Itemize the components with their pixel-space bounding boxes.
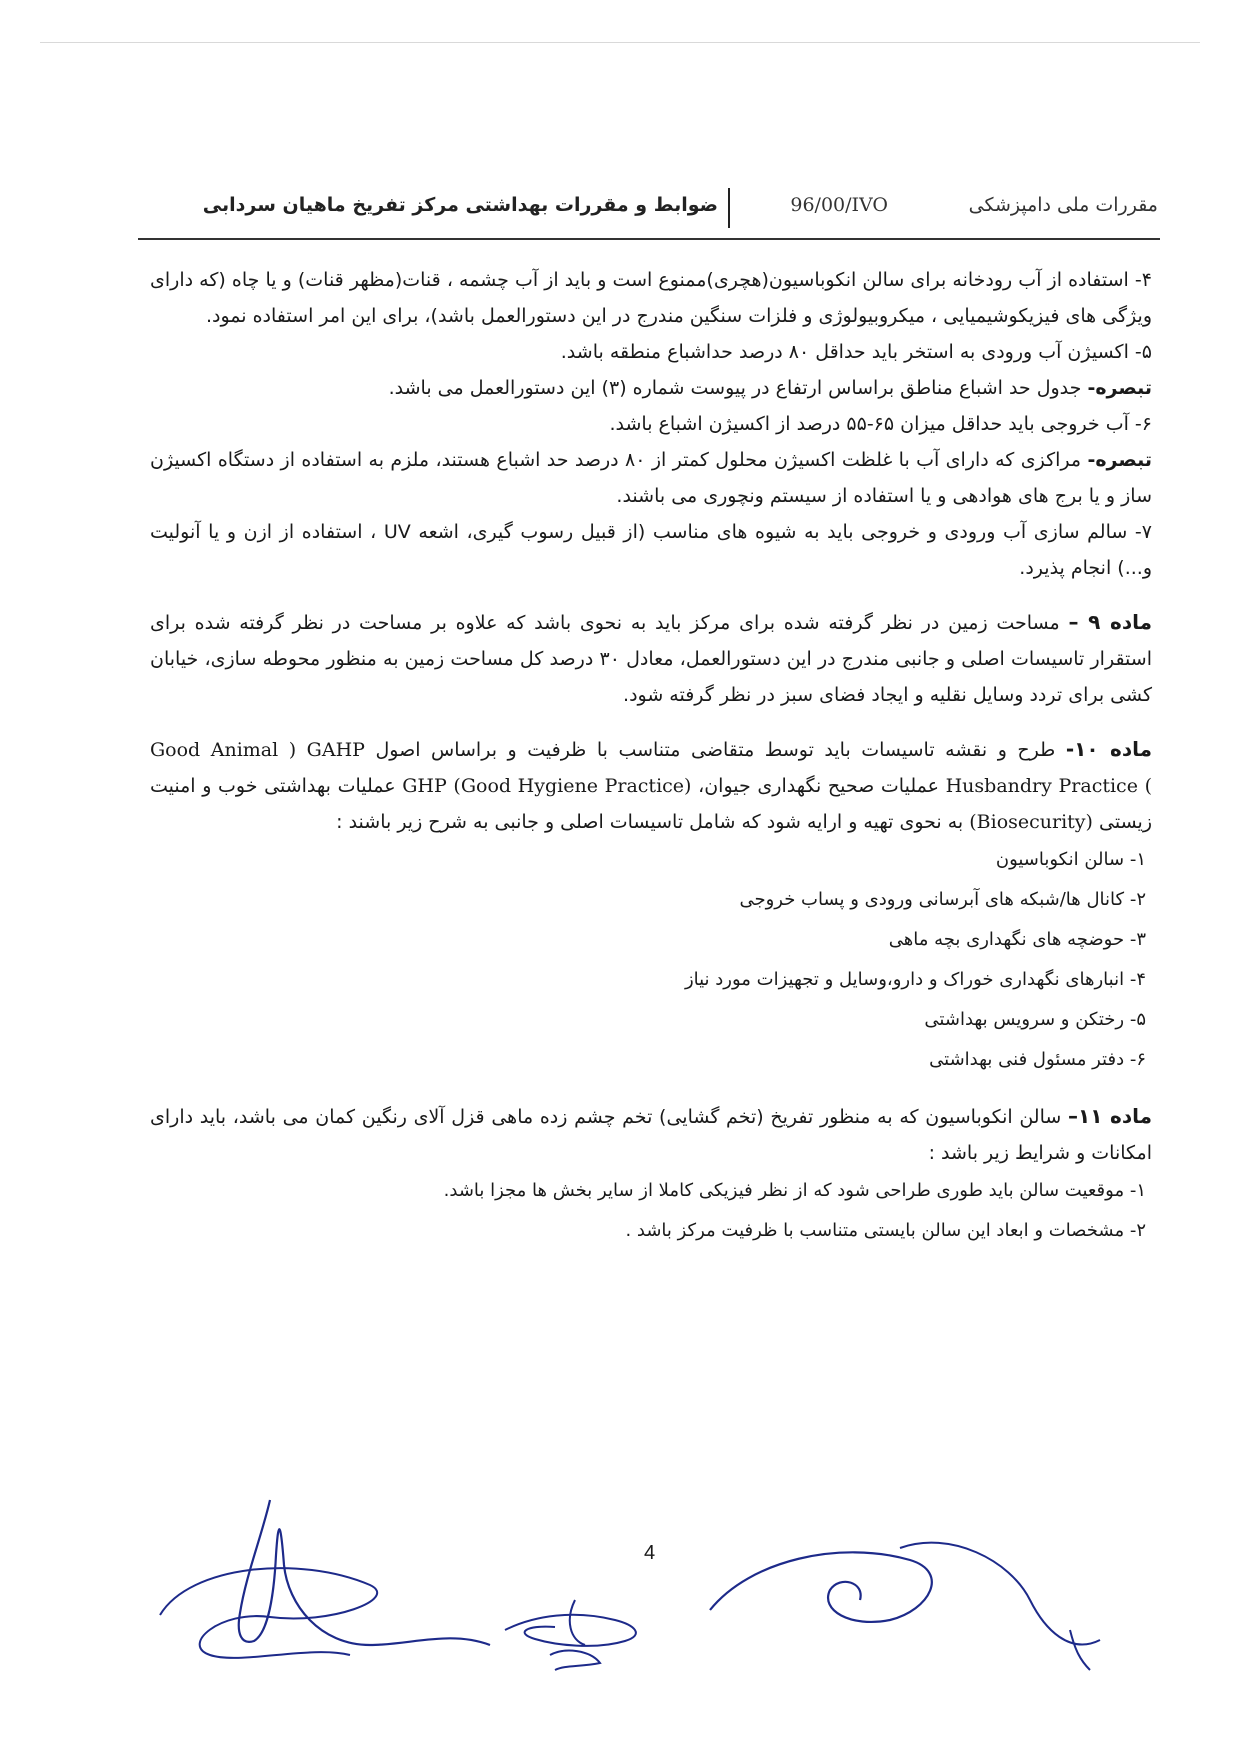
signature-left [150,1495,510,1670]
article-10-latin-b: GHP (Good Hygiene Practice) [402,775,692,797]
article-10-text-b: عملیات صحیح نگهداری جیوان، [691,775,946,797]
article-10-text-d: به نحوی تهیه و ارایه شود که شامل تاسیسات اصلی و جانبی به شرح زیر باشند : [336,811,970,833]
header-title: ضوابط و مقررات بهداشتی مرکز تفریخ ماهیان سردابی [202,194,718,216]
list-item: ۱- سالن انکوباسیون [995,849,1146,870]
article-11-label: ماده ۱۱– [1067,1104,1152,1128]
article-10-latin-a: Good Animal ) GAHP Husbandry Practice ( [150,739,1152,797]
clause-7: ۷- سالم سازی آب ورودی و خروجی باید به شیوه های مناسب (از قبیل رسوب گیری، اشعه UV ، استفاده از ازن و یا آنولیت و...) انجام پذیرد. [150,521,1152,579]
article-10-text-a: طرح و نقشه تاسیسات باید توسط متقاضی متناسب با ظرفیت و براساس اصول [364,739,1066,761]
clause-6: ۶- آب خروجی باید حداقل میزان ۶۵-۵۵ درصد از اکسیژن اشباع باشد. [609,413,1152,435]
list-item: ۲- کانال ها/شبکه های آبرسانی ورودی و پساب خروجی [739,889,1146,910]
list-item: ۴- انبارهای نگهداری خوراک و دارو،وسایل و تجهیزات مورد نیاز [684,969,1146,990]
clause-4: ۴- استفاده از آب رودخانه برای سالن انکوباسیون(هچری)ممنوع است و باید از آب چشمه ، قنات(مظهر قنات) و یا چاه (که دارای ویژگی های فیزیکوشیمیایی ، میکروبیولوژی و فلزات سنگین مندرج در این دستورالعمل باشد)، برای این امر استفاده نمود. [150,269,1152,327]
note-label: تبصره- [1087,449,1152,471]
list-item: ۱- موقعیت سالن باید طوری طراحی شود که از نظر فیزیکی کاملا از سایر بخش ها مجزا باشد. [443,1180,1146,1201]
note-text: جدول حد اشباع مناطق براساس ارتفاع در پیوست شماره (۳) این دستورالعمل می باشد. [388,377,1088,399]
list-item: ۶- دفتر مسئول فنی بهداشتی [929,1049,1146,1070]
article-9-text: مساحت زمین در نظر گرفته شده برای مرکز باید به نحوی باشد که علاوه بر مساحت در نظر گرفته شده برای استقرار تاسیسات اصلی و جانبی مندرج در این دستورالعمل، معادل ۳۰ درصد کل مساحت زمین به منظور محوطه سازی، خیابان کشی برای تردد وسایل نقلیه و ایجاد فضای سبز در نظر گرفته شود. [150,612,1152,706]
article-11-text: سالن انکوباسیون که به منظور تفریخ (تخم گشایی) تخم چشم زده ماهی قزل آلای رنگین کمان می باشد، باید دارای امکانات و شرایط زیر باشد : [150,1106,1152,1164]
note-2 [150,442,1152,514]
note-text: مراکزی که دارای آب با غلظت اکسیژن محلول کمتر از ۸۰ درصد حد اشباع هستند، ملزم به استفاده از دستگاه اکسیژن ساز و یا برج های هوادهی و یا استفاده از سیستم ونچوری می باشند. [150,449,1152,507]
article-11 [150,1098,1152,1171]
note-label: تبصره- [1087,377,1152,399]
article-9-label: ماده ۹ – [1068,610,1152,634]
header-rule [138,238,1160,240]
article-10-text-c: عملیات بهداشتی خوب و امنیت زیستی [150,775,1152,833]
list-item: ۲- مشخصات و ابعاد این سالن بایستی متناسب با ظرفیت مرکز باشد . [625,1220,1146,1241]
clause-5: ۵- اکسیژن آب ورودی به استخر باید حداقل ۸۰ درصد حداشباع منطقه باشد. [560,341,1152,363]
article-9 [150,604,1152,713]
page-header [140,188,1158,232]
signature-middle [495,1595,655,1675]
list-item: ۳- حوضچه های نگهداری بچه ماهی [888,929,1146,950]
note-1 [150,370,1152,406]
list-item: ۵- رختکن و سرویس بهداشتی [924,1009,1146,1030]
signature-right [690,1520,1120,1680]
header-divider [728,188,730,228]
article-10-latin-c: (Biosecurity) [969,811,1093,833]
header-regulation-label: مقررات ملی دامپزشکی [968,194,1158,216]
article-10-label: ماده ۱۰- [1065,737,1152,761]
document-body [150,262,1152,1251]
article-10 [150,731,1152,840]
page-number: 4 [644,1542,656,1564]
header-document-code: 96/00/IVO [790,194,888,216]
scan-edge-line [40,42,1200,43]
